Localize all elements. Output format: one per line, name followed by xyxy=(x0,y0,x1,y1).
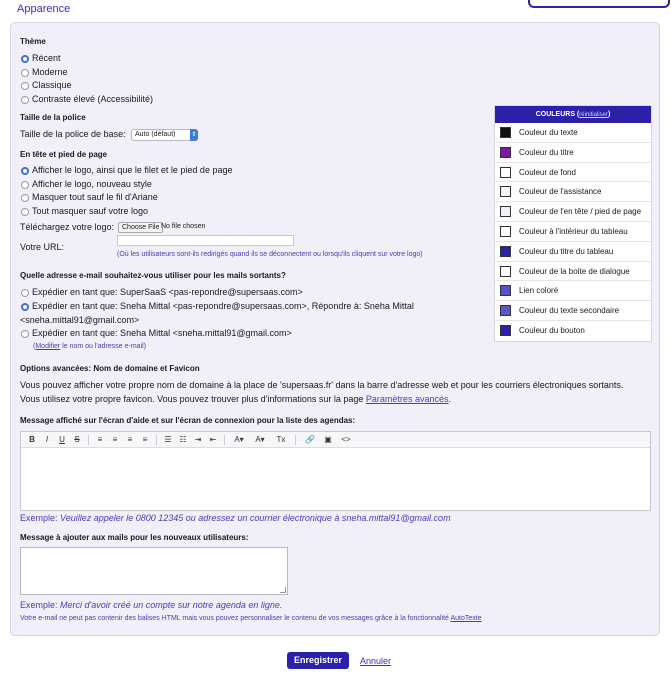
autotext-note xyxy=(20,615,482,622)
email-heading: Quelle adresse e-mail souhaitez-vous utiliser pour les mails sortants? xyxy=(20,271,286,280)
color-swatch[interactable] xyxy=(500,226,511,237)
color-swatch[interactable] xyxy=(500,325,511,336)
email-option-1-radio[interactable] xyxy=(21,289,29,297)
theme-label-3: Contraste élevé (Accessibilité) xyxy=(32,93,154,104)
color-row[interactable] xyxy=(495,163,651,183)
header-footer-heading: En tête et pied de page xyxy=(20,150,108,159)
image-icon[interactable]: ▣ xyxy=(324,435,332,444)
color-label: Couleur de fond xyxy=(519,167,576,177)
color-row[interactable] xyxy=(495,143,651,163)
color-swatch[interactable] xyxy=(500,147,511,158)
theme-radio-3[interactable] xyxy=(21,96,29,104)
header-footer-label-1: Afficher le logo, nouveau style xyxy=(32,178,152,189)
help-example-text: Veuillez appeler le 0800 12345 ou adressez un courrier électronique à sneha.mittal91@gmail.com xyxy=(60,513,451,523)
modify-email-hint xyxy=(33,343,146,350)
help-message-content[interactable] xyxy=(21,448,650,510)
color-label: Couleur du texte xyxy=(519,128,578,137)
color-label: Couleur du bouton xyxy=(519,325,585,335)
advanced-line-1: Vous pouvez afficher votre propre nom de domaine à la place de 'supersaas.fr' dans la barre d'adresse web et pour les courriers électroniques sortants. xyxy=(20,380,624,390)
colors-header xyxy=(495,106,651,123)
color-label: Couleur de l'en tête / pied de page xyxy=(519,207,642,217)
outdent-icon[interactable]: ⇤ xyxy=(209,435,217,444)
help-example-label: Exemple: xyxy=(20,513,61,523)
color-rows xyxy=(495,123,651,341)
color-row[interactable] xyxy=(495,222,651,242)
email-option-2-radio[interactable] xyxy=(21,303,29,311)
bold-icon[interactable]: B xyxy=(29,435,35,444)
color-label: Couleur de l'assistance xyxy=(519,187,602,197)
new-user-example-label: Exemple: xyxy=(20,600,61,610)
code-icon[interactable]: <> xyxy=(341,435,351,444)
colors-reset-open: ( xyxy=(574,111,580,118)
color-row[interactable] xyxy=(495,182,651,202)
advanced-line-2-suffix: . xyxy=(448,394,451,404)
color-swatch[interactable] xyxy=(500,305,511,316)
color-swatch[interactable] xyxy=(500,285,511,296)
font-size-heading: Taille de la police xyxy=(20,113,86,122)
autotext-link[interactable]: AutoTexte xyxy=(450,615,482,622)
colors-heading: COULEURS xyxy=(535,111,575,118)
colors-table xyxy=(494,105,652,342)
new-user-example-text: Merci d'avoir créé un compte sur notre agenda en ligne. xyxy=(60,600,283,610)
new-user-example xyxy=(20,600,282,610)
advanced-settings-link[interactable]: Paramètres avancés xyxy=(365,394,449,404)
color-row[interactable] xyxy=(495,301,651,321)
email-option-3-radio[interactable] xyxy=(21,330,29,338)
align-center-icon[interactable]: ≡ xyxy=(112,435,118,444)
color-row[interactable] xyxy=(495,321,651,341)
color-row[interactable] xyxy=(495,202,651,222)
color-label: Lien coloré xyxy=(519,286,559,296)
advanced-heading: Options avancées: Nom de domaine et Favicon xyxy=(20,364,200,373)
autotext-note-prefix: Votre e-mail ne peut pas contenir des balises HTML mais vous pouvez personnaliser le contenu de vos messages grâce à la fonctionnalité xyxy=(20,615,451,622)
strikethrough-icon[interactable]: S xyxy=(74,435,80,444)
editor-toolbar xyxy=(21,432,650,448)
header-footer-radio-0[interactable] xyxy=(21,167,29,175)
help-message-example xyxy=(20,513,451,523)
font-size-select[interactable] xyxy=(131,129,198,141)
text-color-icon[interactable]: A▾ xyxy=(234,435,244,444)
colors-reset-close: ) xyxy=(607,111,611,118)
new-user-message-textarea[interactable] xyxy=(20,547,288,595)
header-footer-radio-3[interactable] xyxy=(21,208,29,216)
font-size-value: Auto (défaut) xyxy=(135,131,176,138)
color-label: Couleur du titre du tableau xyxy=(519,246,614,256)
theme-radio-1[interactable] xyxy=(21,69,29,77)
color-row[interactable] xyxy=(495,242,651,262)
color-swatch[interactable] xyxy=(500,167,511,178)
clear-format-icon[interactable]: Tx xyxy=(276,435,286,444)
email-option-2-label-cont: <sneha.mittal91@gmail.com> xyxy=(20,315,140,325)
align-left-icon[interactable]: ≡ xyxy=(97,435,103,444)
color-label: Couleur du texte secondaire xyxy=(519,306,620,316)
background-color-icon[interactable]: A▾ xyxy=(255,435,265,444)
color-row[interactable] xyxy=(495,123,651,143)
toolbar-separator xyxy=(88,435,89,445)
modify-email-link[interactable]: Modifier xyxy=(35,343,61,350)
modify-rest: le nom ou l'adresse e-mail) xyxy=(60,343,147,350)
toolbar-separator xyxy=(156,435,157,445)
colors-reset-link[interactable]: réinitialiser xyxy=(579,112,608,118)
color-label: Couleur de la boite de dialogue xyxy=(519,266,630,276)
save-button[interactable]: Enregistrer xyxy=(287,652,349,669)
bullet-list-icon[interactable]: ☰ xyxy=(164,435,172,444)
resize-grip-icon[interactable] xyxy=(280,587,286,593)
numbered-list-icon[interactable]: ☷ xyxy=(179,435,187,444)
color-swatch[interactable] xyxy=(500,266,511,277)
theme-label-0: Récent xyxy=(32,53,61,63)
color-row[interactable] xyxy=(495,281,651,301)
help-message-editor[interactable] xyxy=(20,431,651,511)
url-input[interactable] xyxy=(117,235,294,246)
color-label: Couleur à l'intérieur du tableau xyxy=(519,226,628,236)
indent-icon[interactable]: ⇥ xyxy=(194,435,202,444)
font-size-label: Taille de la police de base: xyxy=(20,129,126,139)
url-label: Votre URL: xyxy=(20,242,65,252)
new-user-message-heading: Message à ajouter aux mails pour les nouveaux utilisateurs: xyxy=(20,533,249,542)
align-justify-icon[interactable]: ≡ xyxy=(142,435,148,444)
header-footer-label-0: Afficher le logo, ainsi que le filet et le pied de page xyxy=(32,165,233,175)
help-message-heading: Message affiché sur l'écran d'aide et sur l'écran de connexion pour la liste des agendas: xyxy=(20,416,356,425)
chevron-down-icon: ⇕ xyxy=(190,129,198,141)
theme-radio-0[interactable] xyxy=(21,55,29,63)
email-option-1-label: Expédier en tant que: SuperSaaS <pas-repondre@supersaas.com> xyxy=(32,287,303,297)
upload-logo-label: Téléchargez votre logo: xyxy=(20,222,115,232)
email-option-3-label: Expédier en tant que: Sneha Mittal <sneha.mittal91@gmail.com> xyxy=(32,328,292,338)
theme-label-1: Moderne xyxy=(32,66,68,77)
color-label: Couleur du titre xyxy=(519,147,574,157)
choose-file-button[interactable]: Choose File xyxy=(118,222,163,233)
cancel-link[interactable]: Annuler xyxy=(360,656,392,666)
theme-radio-2[interactable] xyxy=(21,82,29,90)
underline-icon[interactable]: U xyxy=(59,435,65,444)
advanced-line-2 xyxy=(20,394,451,404)
modify-open: ( xyxy=(33,343,36,350)
header-footer-label-3: Tout masquer sauf votre logo xyxy=(32,205,149,216)
page-title: Apparence xyxy=(17,3,71,15)
toolbar-separator xyxy=(224,435,225,445)
color-swatch[interactable] xyxy=(500,206,511,217)
align-right-icon[interactable]: ≡ xyxy=(127,435,133,444)
header-footer-label-2: Masquer tout sauf le fil d'Ariane xyxy=(32,192,158,202)
link-icon[interactable]: 🔗 xyxy=(305,435,315,444)
header-footer-radio-2[interactable] xyxy=(21,194,29,202)
url-hint: (Où les utilisateurs sont-ils redirigés quand ils se déconnectent ou lorsqu'ils cliquent sur votre logo) xyxy=(117,251,423,258)
color-swatch[interactable] xyxy=(500,186,511,197)
theme-label-2: Classique xyxy=(32,80,72,90)
italic-icon[interactable]: I xyxy=(45,435,49,444)
search-input[interactable] xyxy=(528,0,670,8)
color-row[interactable] xyxy=(495,262,651,282)
no-file-label: No file chosen xyxy=(161,223,206,230)
theme-heading: Thème xyxy=(20,37,46,46)
color-swatch[interactable] xyxy=(500,127,511,138)
toolbar-separator xyxy=(295,435,296,445)
advanced-line-2-prefix: Vous utilisez votre propre favicon. Vous pouvez trouver plus d'informations sur la page xyxy=(20,394,366,404)
appearance-panel xyxy=(10,22,660,636)
color-swatch[interactable] xyxy=(500,246,511,257)
header-footer-radio-1[interactable] xyxy=(21,181,29,189)
email-option-2-label: Expédier en tant que: Sneha Mittal <pas-repondre@supersaas.com>, Répondre à: Sneha Mittal xyxy=(32,301,414,311)
